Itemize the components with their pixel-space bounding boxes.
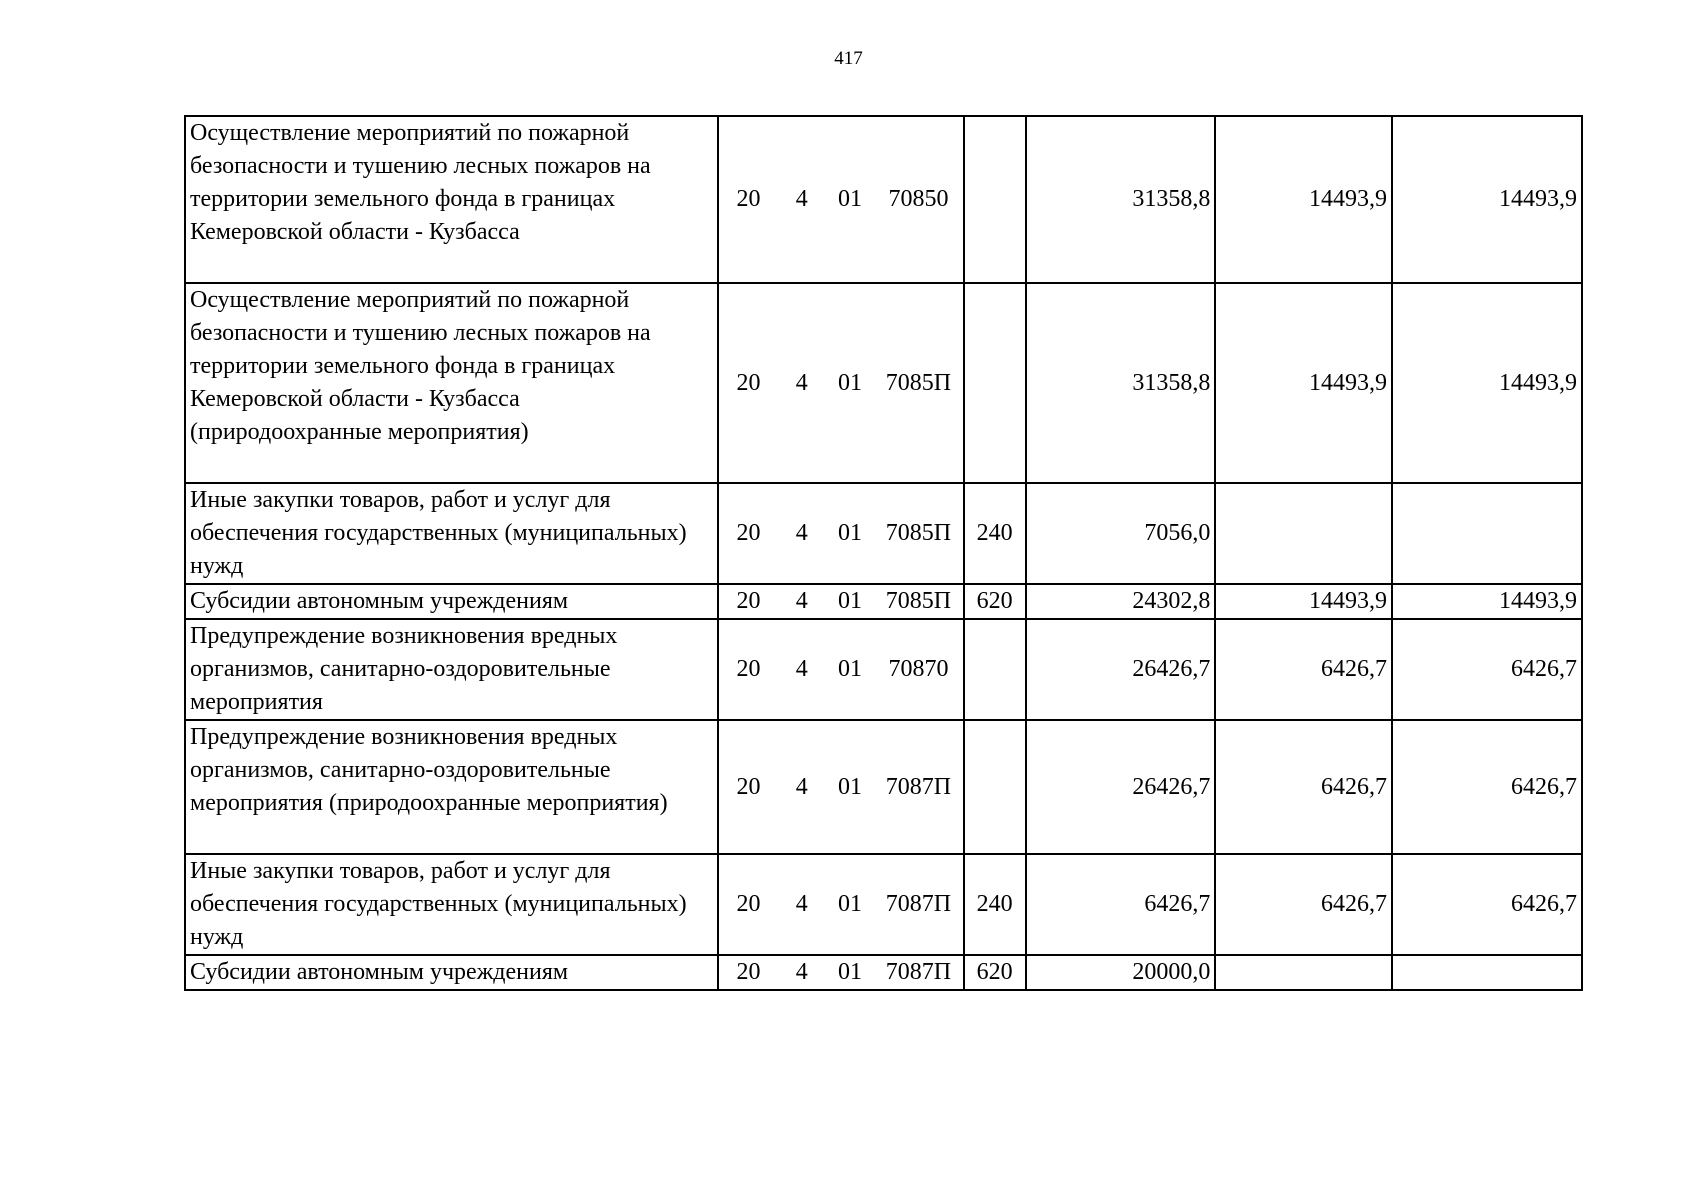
amount-year-1: 20000,0	[1026, 955, 1216, 990]
row-name: Субсидии автономным учреждениям	[185, 584, 718, 619]
code-main-activity: 01	[826, 483, 875, 584]
amount-year-3: 6426,7	[1392, 854, 1582, 955]
code-subprogram: 4	[778, 283, 826, 483]
code-program: 20	[718, 483, 778, 584]
code-expense-type	[964, 116, 1026, 283]
code-expense-type	[964, 619, 1026, 720]
amount-year-3: 6426,7	[1392, 619, 1582, 720]
row-name: Иные закупки товаров, работ и услуг для обеспечения государственных (муниципальных) нужд	[185, 854, 718, 955]
code-subprogram: 4	[778, 720, 826, 854]
code-direction: 7085П	[874, 483, 963, 584]
amount-year-1: 7056,0	[1026, 483, 1216, 584]
row-name: Субсидии автономным учреждениям	[185, 955, 718, 990]
amount-year-2: 6426,7	[1215, 854, 1392, 955]
table-row	[185, 854, 1582, 955]
amount-year-1: 31358,8	[1026, 283, 1216, 483]
amount-year-2	[1215, 483, 1392, 584]
row-name: Предупреждение возникновения вредных организмов, санитарно-оздоровительные мероприятия	[185, 619, 718, 720]
code-program: 20	[718, 283, 778, 483]
code-main-activity: 01	[826, 584, 875, 619]
code-expense-type: 620	[964, 584, 1026, 619]
row-name: Иные закупки товаров, работ и услуг для обеспечения государственных (муниципальных) нужд	[185, 483, 718, 584]
table-row	[185, 720, 1582, 854]
amount-year-1: 24302,8	[1026, 584, 1216, 619]
amount-year-3	[1392, 483, 1582, 584]
table-row	[185, 116, 1582, 283]
code-subprogram: 4	[778, 483, 826, 584]
code-direction: 7085П	[874, 584, 963, 619]
code-direction: 7085П	[874, 283, 963, 483]
code-expense-type: 620	[964, 955, 1026, 990]
table-row	[185, 283, 1582, 483]
amount-year-3: 6426,7	[1392, 720, 1582, 854]
code-direction: 70870	[874, 619, 963, 720]
amount-year-2: 6426,7	[1215, 720, 1392, 854]
code-program: 20	[718, 955, 778, 990]
code-expense-type	[964, 283, 1026, 483]
code-program: 20	[718, 619, 778, 720]
code-subprogram: 4	[778, 619, 826, 720]
code-program: 20	[718, 720, 778, 854]
amount-year-1: 6426,7	[1026, 854, 1216, 955]
code-expense-type: 240	[964, 854, 1026, 955]
row-name: Осуществление мероприятий по пожарной безопасности и тушению лесных пожаров на территории земельного фонда в границах Кемеровской области - Кузбасса	[185, 116, 718, 283]
code-subprogram: 4	[778, 955, 826, 990]
amount-year-2: 14493,9	[1215, 283, 1392, 483]
code-program: 20	[718, 584, 778, 619]
amount-year-1: 26426,7	[1026, 619, 1216, 720]
amount-year-3: 14493,9	[1392, 283, 1582, 483]
table-row	[185, 584, 1582, 619]
amount-year-3: 14493,9	[1392, 116, 1582, 283]
table-row	[185, 955, 1582, 990]
table-row	[185, 619, 1582, 720]
code-subprogram: 4	[778, 116, 826, 283]
row-name: Предупреждение возникновения вредных организмов, санитарно-оздоровительные мероприятия (природоохранные мероприятия)	[185, 720, 718, 854]
code-main-activity: 01	[826, 854, 875, 955]
row-name: Осуществление мероприятий по пожарной безопасности и тушению лесных пожаров на территории земельного фонда в границах Кемеровской области - Кузбасса (природоохранные мероприятия)	[185, 283, 718, 483]
code-expense-type	[964, 720, 1026, 854]
code-expense-type: 240	[964, 483, 1026, 584]
amount-year-1: 31358,8	[1026, 116, 1216, 283]
amount-year-3: 14493,9	[1392, 584, 1582, 619]
code-main-activity: 01	[826, 619, 875, 720]
code-main-activity: 01	[826, 720, 875, 854]
code-program: 20	[718, 854, 778, 955]
code-main-activity: 01	[826, 116, 875, 283]
page-number: 417	[834, 48, 863, 69]
code-program: 20	[718, 116, 778, 283]
table-row	[185, 483, 1582, 584]
code-direction: 7087П	[874, 955, 963, 990]
amount-year-2: 14493,9	[1215, 116, 1392, 283]
code-direction: 7087П	[874, 720, 963, 854]
code-direction: 7087П	[874, 854, 963, 955]
code-direction: 70850	[874, 116, 963, 283]
code-main-activity: 01	[826, 283, 875, 483]
code-subprogram: 4	[778, 854, 826, 955]
amount-year-3	[1392, 955, 1582, 990]
code-main-activity: 01	[826, 955, 875, 990]
code-subprogram: 4	[778, 584, 826, 619]
amount-year-2: 6426,7	[1215, 619, 1392, 720]
amount-year-2: 14493,9	[1215, 584, 1392, 619]
amount-year-2	[1215, 955, 1392, 990]
budget-table	[184, 115, 1583, 991]
amount-year-1: 26426,7	[1026, 720, 1216, 854]
